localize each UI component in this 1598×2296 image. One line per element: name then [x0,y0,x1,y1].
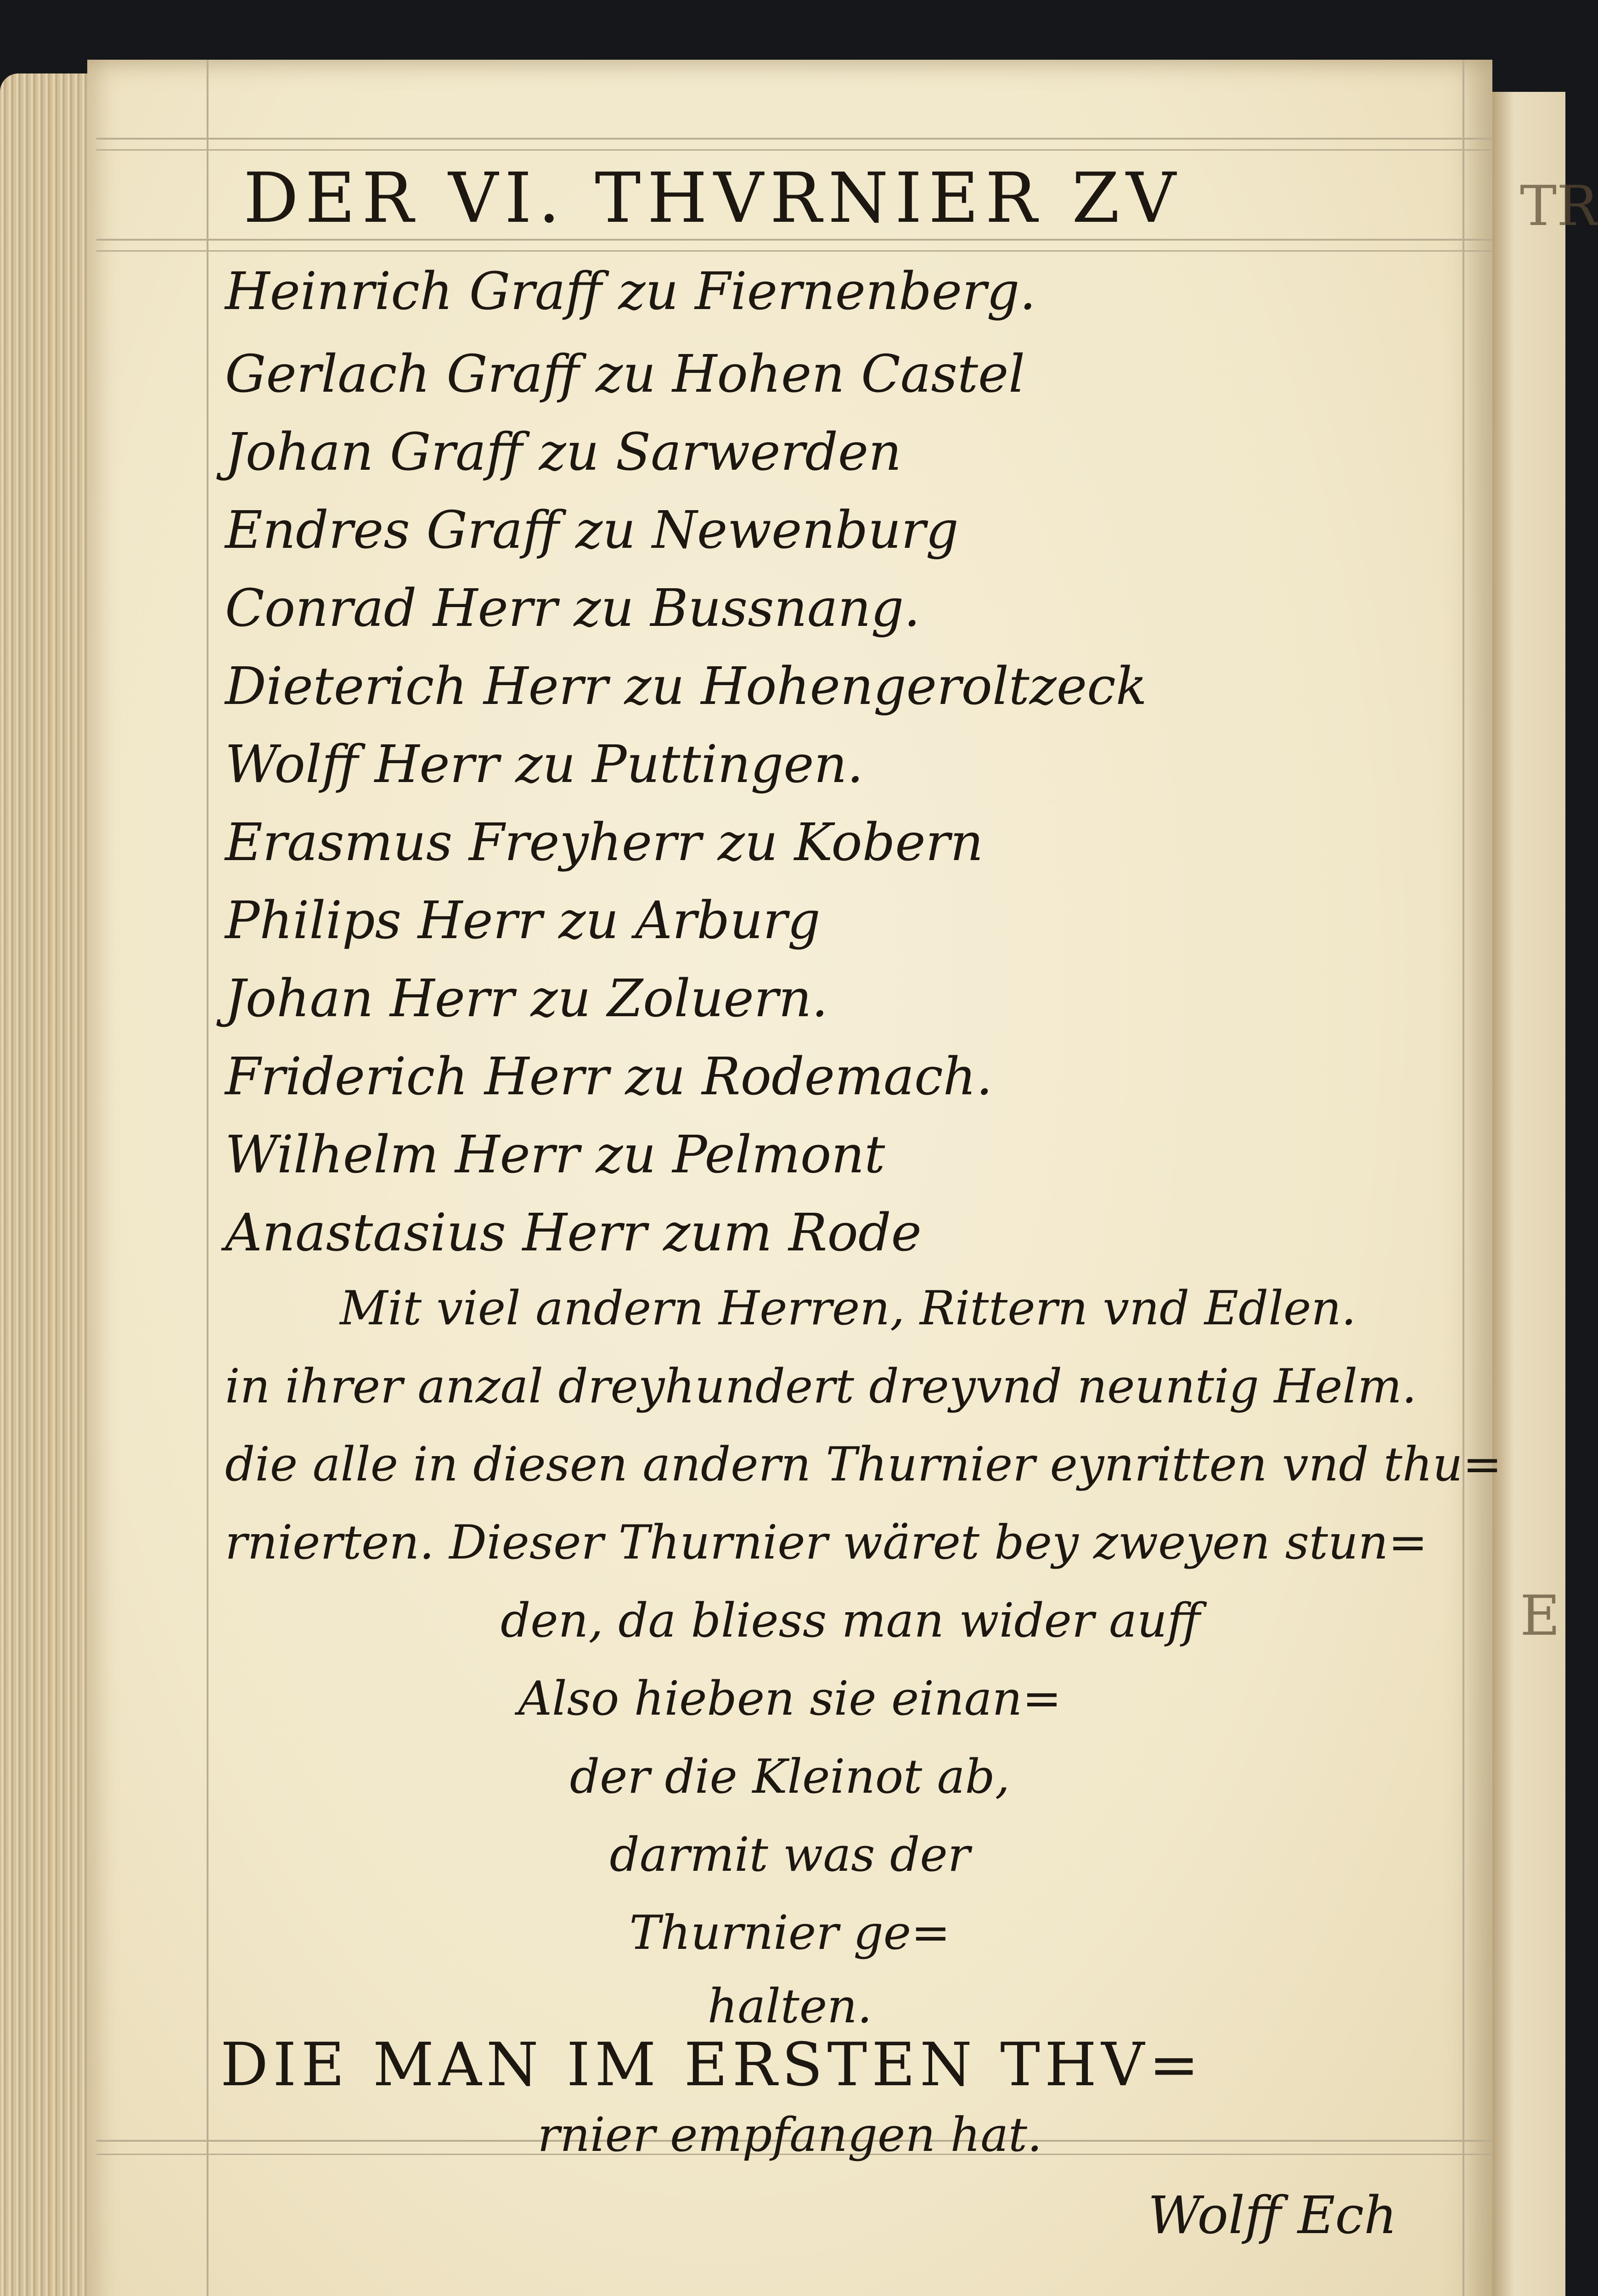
closing-line: der die Kleinot ab, [569,1750,1010,1804]
paragraph-line: rnierten. Dieser Thurnier wäret bey zweyen stun= [225,1515,1428,1570]
name-line: Anastasius Herr zum Rode [225,1203,922,1263]
name-line: Gerlach Graff zu Hohen Castel [225,344,1025,404]
closing-line: Also hieben sie einan= [518,1671,1062,1726]
adjacent-page-fragment-top: TR [1520,174,1598,238]
paragraph-line: die alle in diesen andern Thurnier eynritten vnd thu= [225,1437,1502,1492]
closing-line: halten. [707,1979,872,2034]
name-line: Wilhelm Herr zu Pelmont [225,1125,885,1185]
subheading: DIE MAN IM ERSTEN THV= [220,2030,1204,2099]
adjacent-page-fragment-middle: E [1520,1584,1560,1648]
name-line: Johan Graff zu Sarwerden [225,422,902,482]
name-line: Conrad Herr zu Bussnang. [225,579,920,638]
name-line: Dieterich Herr zu Hohengeroltzeck [225,657,1147,716]
name-line: Erasmus Freyherr zu Kobern [225,813,984,872]
paragraph-line: den, da bliess man wider auff [501,1593,1200,1648]
name-line: Philips Herr zu Arburg [225,891,821,951]
catchword: Wolff Ech [1148,2186,1397,2245]
book-page-edges [0,73,92,2296]
paragraph-line: in ihrer anzal dreyhundert dreyvnd neuntig Helm. [225,1359,1417,1414]
subheading-continuation: rnier empfangen hat. [537,2108,1042,2162]
paragraph-line: Mit viel andern Herren, Rittern vnd Edlen. [340,1281,1356,1336]
closing-line: darmit was der [609,1828,970,1882]
manuscript-page [87,60,1502,2296]
name-line: Heinrich Graff zu Fiernenberg. [225,262,1036,321]
name-line: Friderich Herr zu Rodemach. [225,1047,993,1107]
closing-line: Thurnier ge= [629,1906,951,1960]
name-line: Endres Graff zu Newenburg [225,501,959,560]
name-line: Wolff Herr zu Puttingen. [225,735,864,794]
adjacent-page [1492,92,1598,2296]
page-heading: DER VI. THVRNIER ZV [243,158,1182,238]
name-line: Johan Herr zu Zoluern. [225,969,828,1029]
page-text [87,60,1502,2296]
